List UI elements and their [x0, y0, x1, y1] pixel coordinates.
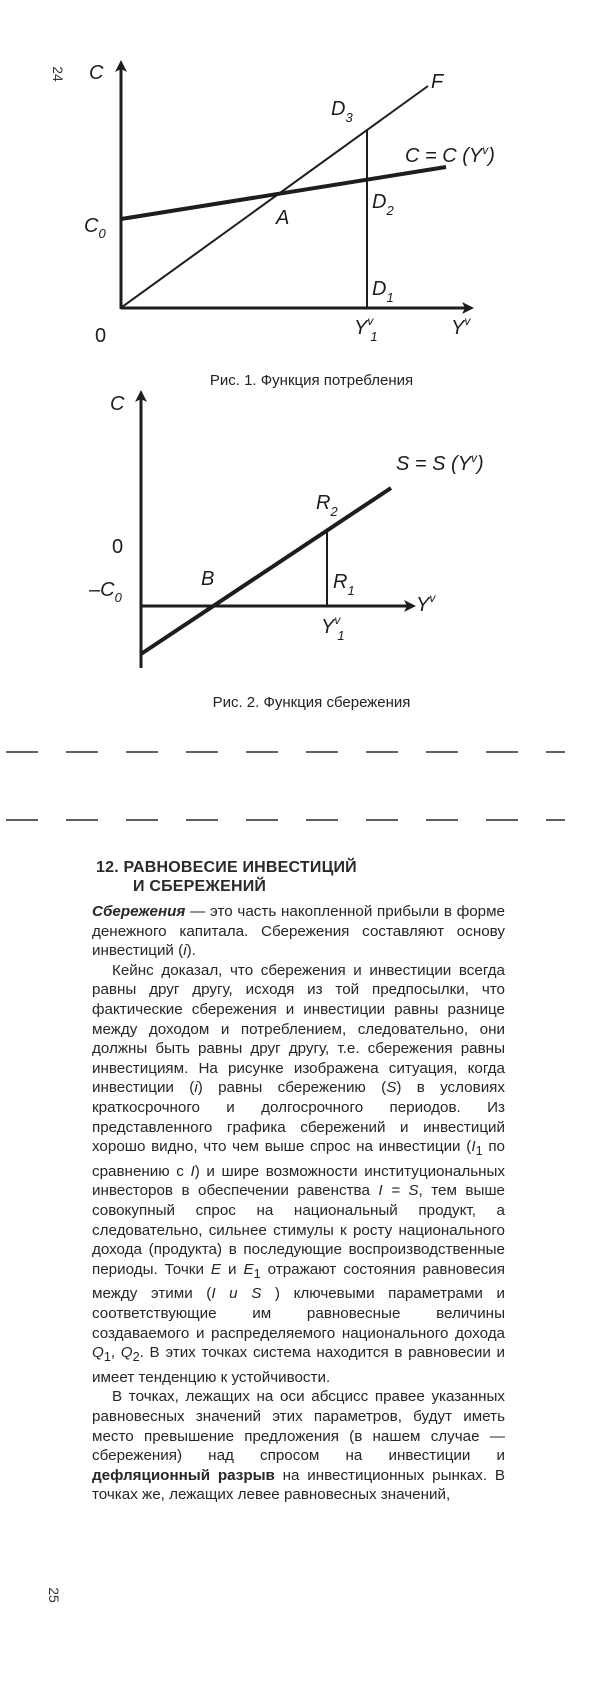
paragraph-3: В точках, лежащих на оси абсцисс правее указанных равновесных значений этих параметров, будут иметь место превышение предложения (в нашем случае — сбережения) над спросом на инвестиции и дефляционный разрыв на инвестиционных рынках. В точках же, лежащих левее равновесных значений, [92, 1388, 505, 1504]
fig2-neg-c0-label: $-C_0$ [89, 579, 122, 605]
dashed-separator-top [0, 747, 607, 757]
fig2-r2-label: $R_2$ [316, 492, 338, 519]
fig2-y-axis-label: C [110, 393, 125, 415]
fig2-x1-label: $Y^v$ 1 [321, 613, 345, 643]
figure1-caption: Рис. 1. Функция потребления [209, 372, 414, 389]
page-number-bottom: 25 [45, 1587, 62, 1603]
fig1-d1-label: $D_1$ [372, 278, 394, 305]
fig2-savings-line [141, 488, 391, 654]
term-savings: Сбережения [92, 903, 186, 920]
section-title-line2: И СБЕРЕЖЕНИЙ [133, 878, 267, 895]
page-number-top: 24 [49, 66, 66, 82]
figure2-caption: Рис. 2. Функция сбережения [212, 694, 411, 711]
fig1-curve-label: C = C $(Y^v)$ [405, 143, 495, 167]
section-title [96, 858, 357, 896]
figure-savings-function [0, 0, 607, 690]
fig1-origin-label: 0 [95, 325, 107, 347]
fig2-curve-label: S = S $(Y^v)$ [396, 451, 484, 475]
paragraph-1: Сбережения — это часть накопленной прибыли в форме денежного капитала. Сбережения составляют основу инвестиций (i). [92, 903, 505, 960]
fig2-zero-label: 0 [112, 536, 124, 558]
fig1-x1-label: $Y^v$ 1 [354, 314, 378, 344]
section-body [92, 902, 505, 1505]
fig2-r1-label: $R_1$ [333, 571, 355, 598]
fig2-x-axis-label: $Y^v$ [416, 591, 436, 616]
fig1-x-axis-label: $Y^v$ [451, 314, 471, 339]
section-title-line1: 12. РАВНОВЕСИЕ ИНВЕСТИЦИЙ [96, 859, 357, 876]
fig2-b-label: B [201, 568, 215, 590]
fig1-d3-label: $D_3$ [331, 98, 353, 125]
fig1-c0-label: $C_0$ [84, 215, 106, 241]
paragraph-2: Кейнс доказал, что сбережения и инвестиции всегда равны друг другу, исходя из той предпосылки, что фактические сбережения и инвестиции равны разнице между доходом и потреблением, следовательно, они должны быть равны друг другу, т.е. сбережения равны инвестициям. На рисунке изображена ситуация, когда инвестиции (i) равны сбережению (S) в условиях краткосрочного и долгосрочного периодов. Из представленного графика сбережений и инвестиций хорошо видно, что чем выше спрос на инвестиции ($I_1$ по сравнению с I) и шире возможности институциональных инвесторов в обеспечении равенства I = S, тем выше совокупный спрос на национальный продукт, а следовательно, сильнее стимулы к росту национального дохода (продукта) в последующие воспроизводственные периоды. Точки E и $E_1$ отражают состояния равновесия между этими (I и S ) ключевыми параметрами и соответствующие им равновесные величины создаваемого и распределяемого национального дохода $Q_1$, $Q_2$. В этих точках система находится в равновесии и имеет тенденцию к устойчивости. [92, 961, 506, 1386]
fig1-f-label: F [431, 71, 444, 93]
dashed-separator-bottom [0, 815, 607, 825]
term-deflationary-gap: дефляционный разрыв [92, 1466, 275, 1484]
fig1-a-label: A [276, 207, 290, 229]
fig1-d2-label: $D_2$ [372, 191, 394, 218]
fig1-y-axis-label: C [89, 62, 104, 84]
